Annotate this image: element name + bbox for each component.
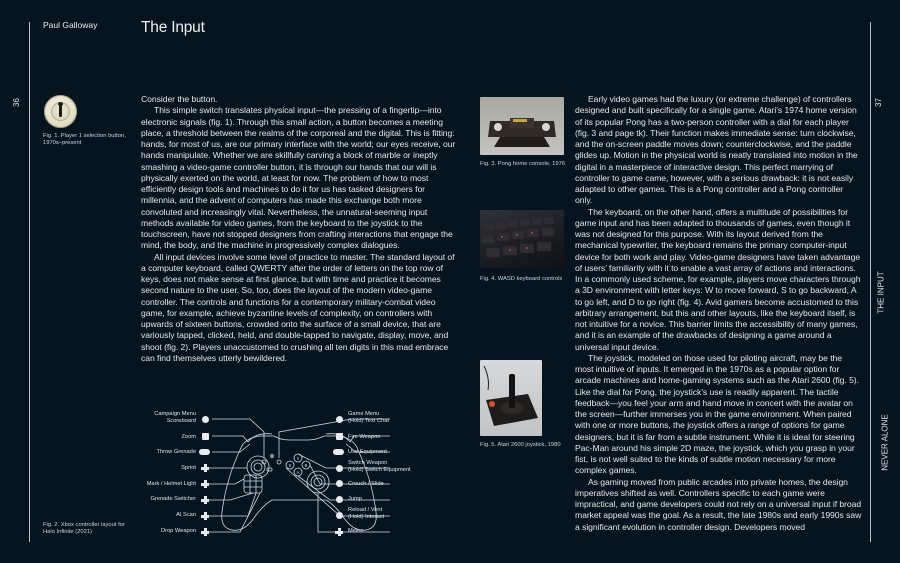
fig2-caption: Fig. 2. Xbox controller layout for Halo Infinite (2021) bbox=[43, 522, 125, 536]
label-throw-grenade: Throw Grenade bbox=[156, 449, 196, 455]
label-zoom: Zoom bbox=[181, 434, 196, 440]
label-crouch-slide: Crouch / Slide bbox=[348, 481, 384, 487]
view-button-icon bbox=[336, 416, 343, 423]
y-button-icon bbox=[336, 465, 343, 472]
fig4-wasd-keyboard-image bbox=[480, 210, 564, 268]
paragraph: As gaming moved from public arcades into private homes, the design imperatives shifted as well. Controllers specific to each game were impractical, and game developers could not rely on a universal input if broad market appeal was the goal. As a result, the late 1980s and early 1990s saw a significant evolution in controller design. Developers moved bbox=[575, 476, 862, 532]
label-jump: Jump bbox=[348, 496, 362, 502]
fig3-caption: Fig. 3. Pong home console, 1976 bbox=[480, 161, 566, 167]
paragraph: The keyboard, on the other hand, offers a multitude of possibilities for game input and has been adapted to thousands of games, even though it was not designed for this purpose. With its layout derived from the mechanical typewriter, the keyboard remains the primary computer-input device for both work and play. Video-game designers have taken advantage of users’ familiarity with it to enable a vast array of actions and interactions. In a commonly used scheme, for example, players move characters through a 3D environment with letter keys: W to move forward, S to go backward, A to go left, and D to go right (fig. 4). Avid gamers become accustomed to this arbitrary arrangement, but this and other layouts, like the keyboard itself, is not intuitive for a novice. This barrier limits the accessibility of many games, and it is an example of the drawbacks of designing a game around a universal input device. bbox=[575, 206, 861, 352]
paragraph: Early video games had the luxury (or extreme challenge) of controllers designed and built specifically for a single game. Atari’s 1974 home version of its popular Pong has a two-person controller with a dial for each player (fig. 3 and page tk). Their function makes immediate sense: turn clockwise, and the on-screen paddle moves down; counterclockwise, and the paddle glides up. Motion in the physical world is neatly translated into motion in the digital in a masterpiece of interactive design. This perfect marrying of controller to game came, however, with a serious drawback: it is not easily adapted to other games. This is a Pong controller and a Pong controller only. bbox=[575, 94, 858, 206]
left-bumper-icon bbox=[199, 449, 210, 455]
dpad-up-icon bbox=[201, 480, 208, 487]
fig3-pong-console-image bbox=[480, 97, 564, 155]
menu-button bbox=[277, 460, 281, 464]
face-button-x: X bbox=[288, 463, 292, 468]
label-ai-scan: AI Scan bbox=[176, 512, 196, 518]
left-body-text bbox=[141, 94, 457, 364]
right-bumper-icon bbox=[333, 449, 344, 455]
paragraph: The joystick, modeled on those used for piloting aircraft, may be the most intuitive of inputs. It emerged in the 1970s as a popular option for arcade machines and home-gaming systems such as the Atari 2600 (fig. 5). Like the dial for Pong, the joystick’s use is readily apparent. The tactile feedback—you feel your arm and hand move in concert with the avatar on the screen—further immerses you in the game environment. When paired with one or more buttons, the joystick offers a range of options for game designers, but it is far from a subtle instrument. While it is ideal for steering Pac-Man around his simple 2D maze, the joystick, which you grasp in your fist, is not well suited to the kinds of subtle motion necessary for more complex games. bbox=[575, 352, 859, 476]
face-button-b: B bbox=[304, 463, 308, 468]
label-game-menu: Game Menu (Hold) Text Chat bbox=[348, 411, 389, 424]
right-trigger-icon bbox=[336, 433, 343, 440]
dpad-down-icon bbox=[201, 528, 208, 535]
fig5-atari-joystick-image bbox=[480, 360, 542, 436]
left-margin-rule bbox=[29, 22, 30, 542]
share-button bbox=[267, 468, 272, 471]
label-melee: Melee bbox=[348, 528, 364, 534]
label-mark-helmet-light: Mark / Helmet Light bbox=[146, 481, 196, 487]
dpad-left-icon bbox=[201, 496, 208, 503]
label-campaign-menu: Campaign Menu Scoreboard bbox=[154, 411, 196, 424]
fig4-caption: Fig. 4. WASD keyboard controls bbox=[480, 276, 563, 282]
label-sprint: Sprint bbox=[181, 465, 196, 471]
label-fire-weapon: Fire Weapon bbox=[348, 434, 381, 440]
label-grenade-switcher: Grenade Switcher bbox=[150, 496, 196, 502]
fig1-caption: Fig. 1. Player 1 selection button, 1970s–present bbox=[43, 133, 126, 147]
face-button-a: A bbox=[296, 470, 300, 475]
fig5-caption: Fig. 5. Atari 2600 joystick, 1980 bbox=[480, 442, 561, 448]
xbox-logo-icon: ⊗ bbox=[269, 454, 275, 460]
b-button-icon bbox=[336, 480, 343, 487]
face-button-y: Y bbox=[296, 456, 300, 461]
player-figure-icon bbox=[59, 105, 62, 117]
label-drop-weapon: Drop Weapon bbox=[161, 528, 196, 534]
label-switch-weapon: Switch Weapon (Hold) Switch Equipment bbox=[348, 460, 411, 473]
label-reload-vent: Reload / Vent (Hold) Interact bbox=[348, 507, 385, 520]
chapter-title: The Input bbox=[141, 19, 205, 36]
running-head-never-alone: NEVER ALONE bbox=[880, 414, 890, 471]
right-stick-icon bbox=[335, 528, 342, 535]
paragraph: Consider the button. bbox=[141, 94, 218, 104]
left-stick-icon bbox=[201, 464, 208, 471]
fig1-player-button-image bbox=[44, 95, 77, 128]
label-use-equipment: Use Equipment bbox=[348, 449, 387, 455]
paragraph: This simple switch translates physical input—the pressing of a fingertip—into electronic signals (fig. 1). Through this small action, a button becomes a meeting place, a threshold between the realms of the corporeal and the digital. This is fitting: hands, for most of us, are our primary interface with the world; our eyes receive, our hands manipulate. Whether we are skillfully carving a block of marble or ineptly smashing a video-game controller button, it is through our hands that our will is physically exerted on the world, at least for now. The problem of how to most efficiently design tools and machines to do it for us has tasked designers for millennia, and the advent of computers has made this exchange both more convoluted and increasingly vital. Nevertheless, the unnatural-seeming input methods available for video games, from the keyboard to the joystick to the touchscreen, have not stopped designers from crafting interactions that engage the mind, the body, and the machine in progressively complex dialogues. bbox=[141, 105, 456, 251]
right-body-text bbox=[575, 94, 862, 533]
menu-button-icon bbox=[202, 416, 209, 423]
author-name: Paul Galloway bbox=[43, 20, 98, 30]
right-page-number: 37 bbox=[873, 98, 883, 107]
running-head-the-input: THE INPUT bbox=[876, 271, 886, 314]
left-page-number: 36 bbox=[11, 98, 21, 107]
left-trigger-icon bbox=[202, 433, 209, 440]
x-button-icon bbox=[336, 512, 343, 519]
a-button-icon bbox=[336, 496, 343, 503]
dpad-right-icon bbox=[201, 512, 208, 519]
right-margin-rule bbox=[870, 22, 871, 542]
paragraph: All input devices involve some level of practice to master. The standard layout of a computer keyboard, called QWERTY after the order of letters on the top row of keys, does not make sense at first glance, but with time and practice it becomes second nature to the user. So, too, does the layout of the modern video-game controller. The controls and functions for a contemporary military-combat video game, for example, achieve byzantine levels of complexity, on controllers with upwards of sixteen buttons, crowded onto the surface of a small device, that are variously tapped, clicked, held, and double-tapped to navigate, display, move, and shoot (fig. 2). Players unaccustomed to crushing all ten digits in this mad embrace can find themselves utterly bewildered. bbox=[141, 251, 455, 363]
